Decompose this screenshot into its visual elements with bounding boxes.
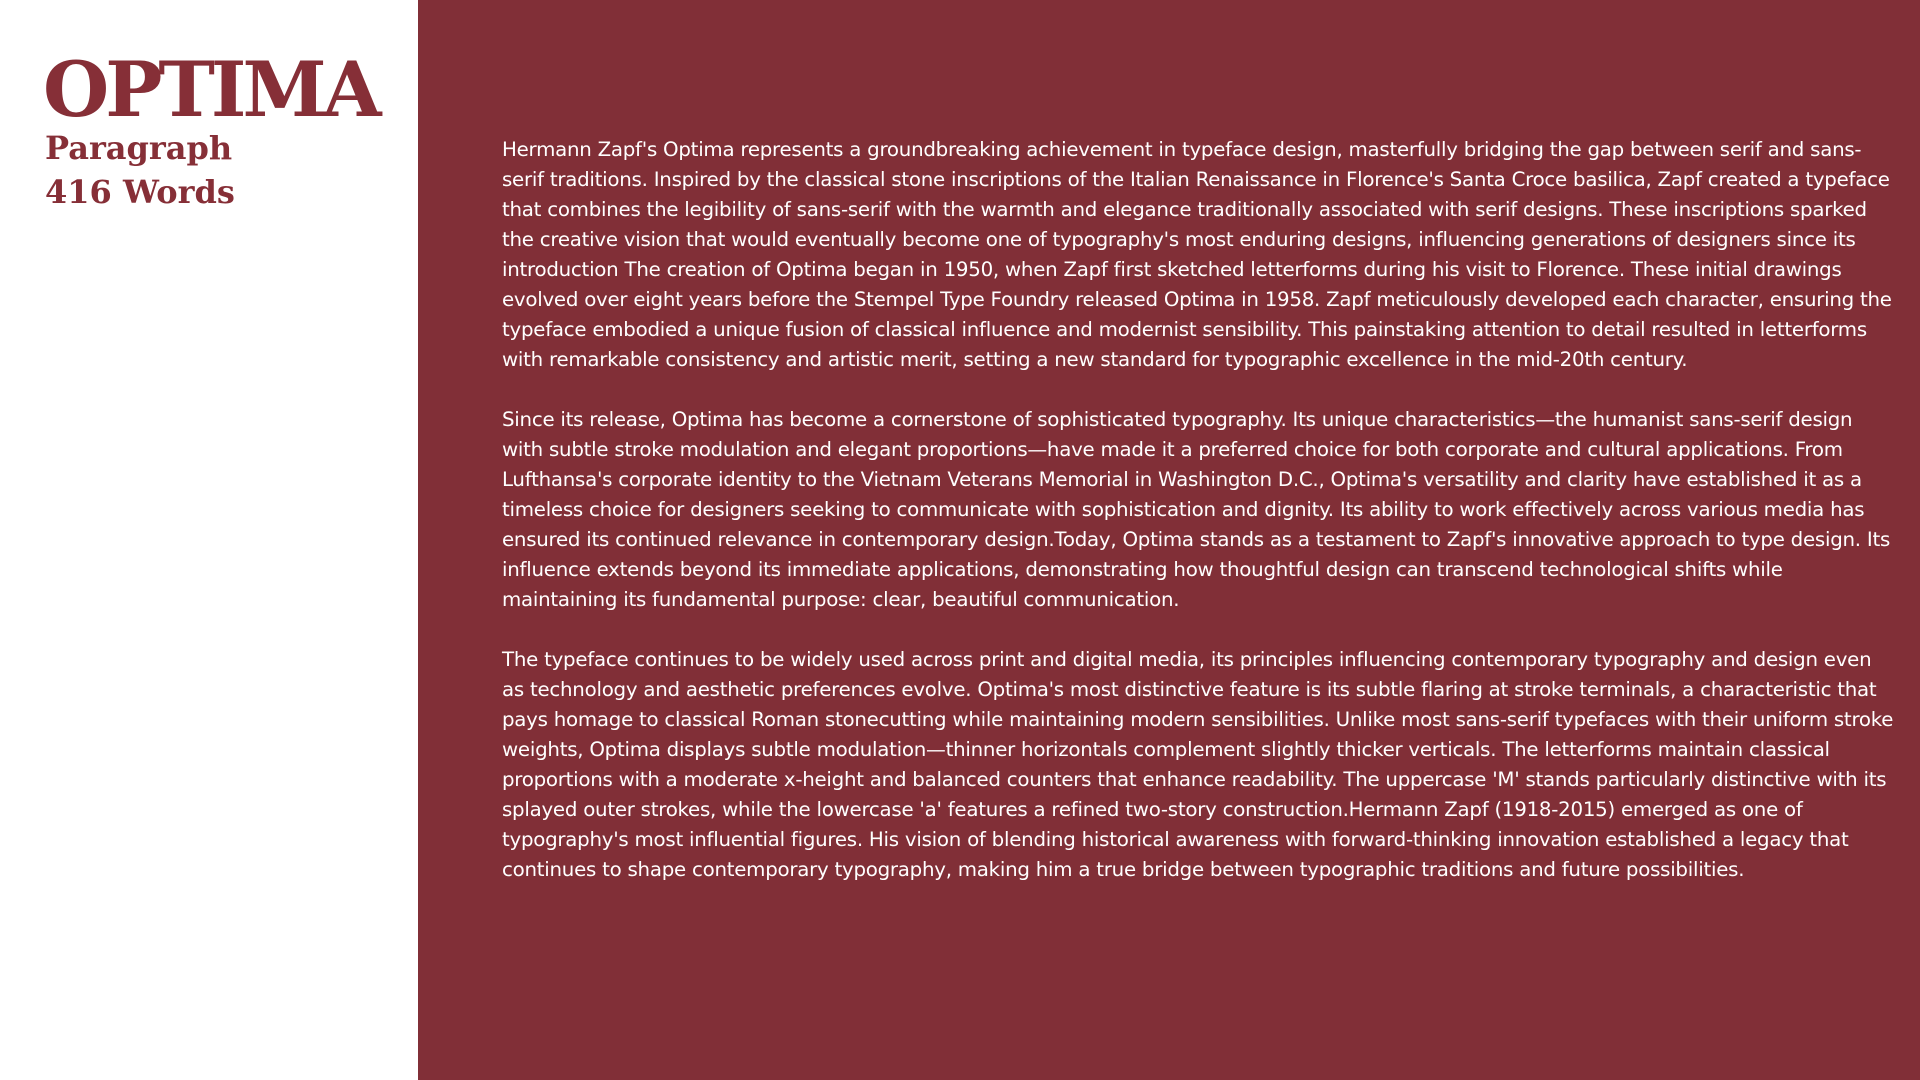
font-name-title: OPTIMA — [43, 45, 378, 134]
body-text — [502, 135, 1894, 915]
paragraph-3: The typeface continues to be widely used across print and digital media, its principles influencing contemporary typography and design even as technology and aesthetic preferences evolve. Optima's most distinctive feature is its subtle flaring at stroke terminals, a characteristic that pays homage to classical Roman stonecutting while maintaining modern sensibilities. Unlike most sans-serif typefaces with their uniform stroke weights, Optima displays subtle modulation—thinner horizontals complement slightly thicker verticals. The letterforms maintain classical proportions with a moderate x-height and balanced counters that enhance readability. The uppercase 'M' stands particularly distinctive with its splayed outer strokes, while the lowercase 'a' features a refined two-story construction.Hermann Zapf (1918-2015) emerged as one of typography's most influential figures. His vision of blending historical awareness with forward-thinking innovation established a legacy that continues to shape contemporary typography, making him a true bridge between typographic traditions and future possibilities. — [502, 648, 1894, 881]
word-count-label: 416 Words — [45, 173, 235, 211]
text-panel — [418, 0, 1920, 1080]
paragraph-2: Since its release, Optima has become a cornerstone of sophisticated typography. Its unique characteristics—the humanist sans-serif design with subtle stroke modulation and elegant proportions—have made it a preferred choice for both corporate and cultural applications. From Lufthansa's corporate identity to the Vietnam Veterans Memorial in Washington D.C., Optima's versatility and clarity have established it as a timeless choice for designers seeking to communicate with sophistication and dignity. Its ability to work effectively across various media has ensured its continued relevance in contemporary design.Today, Optima stands as a testament to Zapf's innovative approach to type design. Its influence extends beyond its immediate applications, demonstrating how thoughtful design can transcend technological shifts while maintaining its fundamental purpose: clear, beautiful communication. — [502, 408, 1891, 611]
specimen-type-label: Paragraph — [45, 129, 233, 167]
sidebar-panel — [0, 0, 418, 1080]
specimen-info — [45, 126, 235, 214]
paragraph-1: Hermann Zapf's Optima represents a groundbreaking achievement in typeface design, masterfully bridging the gap between serif and sans-serif traditions. Inspired by the classical stone inscriptions of the Italian Renaissance in Florence's Santa Croce basilica, Zapf created a typeface that combines the legibility of sans-serif with the warmth and elegance traditionally associated with serif designs. These inscriptions sparked the creative vision that would eventually become one of typography's most enduring designs, influencing generations of designers since its introduction The creation of Optima began in 1950, when Zapf first sketched letterforms during his visit to Florence. These initial drawings evolved over eight years before the Stempel Type Foundry released Optima in 1958. Zapf meticulously developed each character, ensuring the typeface embodied a unique fusion of classical influence and modernist sensibility. This painstaking attention to detail resulted in letterforms with remarkable consistency and artistic merit, setting a new standard for typographic excellence in the mid-20th century. — [502, 138, 1892, 371]
